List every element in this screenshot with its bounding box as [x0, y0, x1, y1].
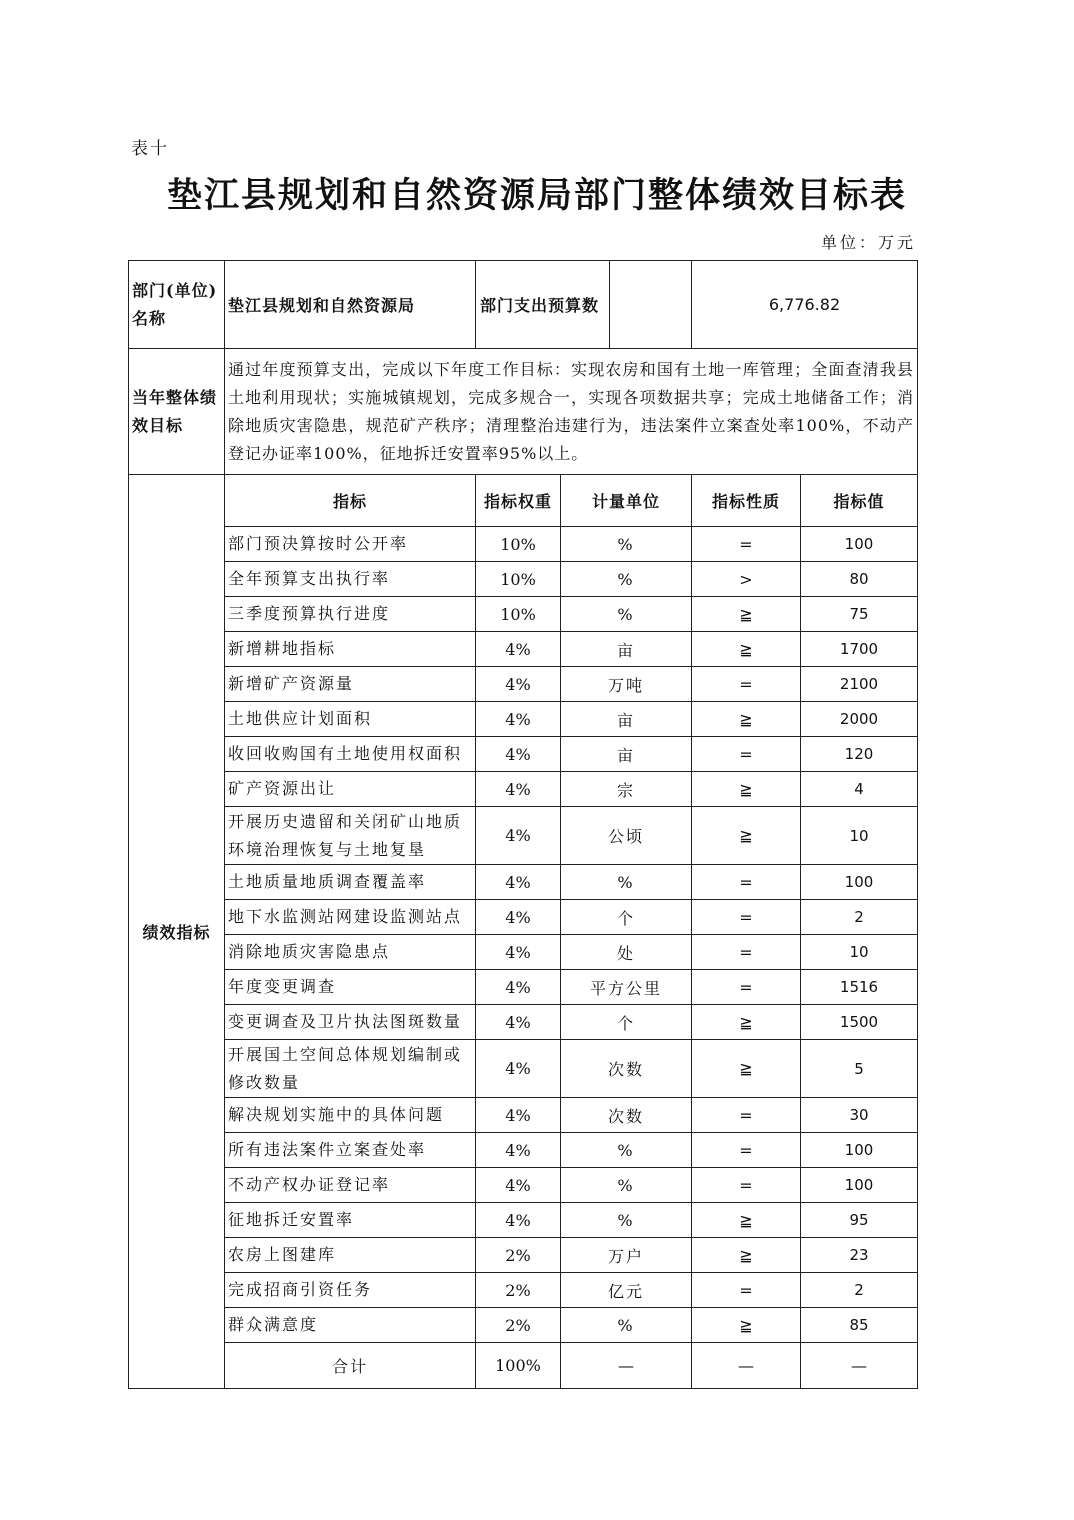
indicator-unit: % [561, 562, 692, 597]
indicator-name: 所有违法案件立案查处率 [225, 1133, 476, 1168]
budget-label: 部门支出预算数 [476, 261, 610, 348]
indicator-name: 部门预决算按时公开率 [225, 527, 476, 562]
indicator-row [129, 632, 918, 667]
indicator-row [129, 1040, 918, 1098]
indicator-name: 开展国土空间总体规划编制或修改数量 [225, 1040, 476, 1098]
indicator-row [129, 1168, 918, 1203]
indicator-name: 开展历史遗留和关闭矿山地质环境治理恢复与土地复垦 [225, 807, 476, 865]
indicator-unit: 公顷 [561, 807, 692, 865]
indicator-unit: 次数 [561, 1098, 692, 1133]
indicator-unit: 宗 [561, 772, 692, 807]
indicator-name: 土地供应计划面积 [225, 702, 476, 737]
indicator-weight: 2% [476, 1273, 561, 1308]
department-row [129, 261, 918, 349]
indicator-nature: = [692, 970, 801, 1005]
indicator-value: 100 [801, 1168, 918, 1203]
indicator-unit: 亩 [561, 702, 692, 737]
department-name-value: 垫江县规划和自然资源局 [225, 261, 476, 349]
indicator-nature: = [692, 527, 801, 562]
indicator-nature: ≧ [692, 1308, 801, 1343]
indicator-weight: 10% [476, 527, 561, 562]
indicator-name: 三季度预算执行进度 [225, 597, 476, 632]
indicator-nature: ≧ [692, 702, 801, 737]
indicator-weight: 4% [476, 1203, 561, 1238]
indicator-nature: ≧ [692, 772, 801, 807]
indicator-value: 100 [801, 865, 918, 900]
indicator-nature: ≧ [692, 1005, 801, 1040]
col-header-unit: 计量单位 [561, 475, 692, 527]
indicator-row [129, 1308, 918, 1343]
indicator-unit: 亩 [561, 632, 692, 667]
indicator-weight: 4% [476, 667, 561, 702]
indicator-row [129, 900, 918, 935]
indicator-unit: 个 [561, 1005, 692, 1040]
indicator-value: 1500 [801, 1005, 918, 1040]
indicator-name: 解决规划实施中的具体问题 [225, 1098, 476, 1133]
indicator-unit: % [561, 1203, 692, 1238]
indicator-value: 2 [801, 900, 918, 935]
indicator-nature: = [692, 1168, 801, 1203]
col-header-nature: 指标性质 [692, 475, 801, 527]
budget-label-cell [476, 261, 692, 349]
indicator-name: 群众满意度 [225, 1308, 476, 1343]
indicator-nature: ≧ [692, 632, 801, 667]
indicator-value: 120 [801, 737, 918, 772]
indicator-nature: > [692, 562, 801, 597]
indicator-weight: 4% [476, 1040, 561, 1098]
indicator-value: 5 [801, 1040, 918, 1098]
indicator-row [129, 935, 918, 970]
indicator-row [129, 865, 918, 900]
indicator-unit: % [561, 1133, 692, 1168]
indicator-nature: ≧ [692, 807, 801, 865]
indicator-nature: ≧ [692, 1040, 801, 1098]
indicator-weight: 4% [476, 900, 561, 935]
indicator-weight: 10% [476, 597, 561, 632]
indicator-weight: 4% [476, 1133, 561, 1168]
annual-target-text: 通过年度预算支出，完成以下年度工作目标：实现农房和国有土地一库管理；全面查清我县土地利用现状；实施城镇规划，完成多规合一，实现各项数据共享；完成土地储备工作；消除地质灾害隐患，规范矿产秩序；清理整治违建行为，违法案件立案查处率100%，不动产登记办证率100%，征地拆迁安置率95%以上。 [225, 349, 918, 475]
col-header-weight: 指标权重 [476, 475, 561, 527]
indicator-nature: ≧ [692, 1203, 801, 1238]
indicator-name: 消除地质灾害隐患点 [225, 935, 476, 970]
indicator-nature: = [692, 935, 801, 970]
indicator-value: 95 [801, 1203, 918, 1238]
indicator-name: 新增耕地指标 [225, 632, 476, 667]
indicator-unit: % [561, 1308, 692, 1343]
indicator-row [129, 702, 918, 737]
indicator-row [129, 737, 918, 772]
performance-indicators-label: 绩效指标 [129, 475, 225, 1389]
budget-value: 6,776.82 [692, 261, 918, 349]
indicator-value: 100 [801, 1133, 918, 1168]
total-value: — [801, 1343, 918, 1389]
indicator-row [129, 597, 918, 632]
indicator-unit: 次数 [561, 1040, 692, 1098]
indicator-row [129, 562, 918, 597]
indicator-name: 不动产权办证登记率 [225, 1168, 476, 1203]
indicator-row [129, 527, 918, 562]
indicator-name: 新增矿产资源量 [225, 667, 476, 702]
indicator-name: 变更调查及卫片执法图斑数量 [225, 1005, 476, 1040]
indicator-row [129, 970, 918, 1005]
total-unit: — [561, 1343, 692, 1389]
indicator-name: 地下水监测站网建设监测站点 [225, 900, 476, 935]
indicator-row [129, 667, 918, 702]
indicator-weight: 4% [476, 865, 561, 900]
indicator-unit: % [561, 597, 692, 632]
col-header-value: 指标值 [801, 475, 918, 527]
indicator-weight: 4% [476, 970, 561, 1005]
indicator-value: 85 [801, 1308, 918, 1343]
indicator-row [129, 1238, 918, 1273]
annual-target-label: 当年整体绩效目标 [129, 349, 225, 475]
indicator-unit: % [561, 1168, 692, 1203]
annual-target-row [129, 349, 918, 475]
indicator-header-row [129, 475, 918, 527]
indicator-row [129, 1098, 918, 1133]
indicator-value: 2100 [801, 667, 918, 702]
indicator-value: 75 [801, 597, 918, 632]
indicator-nature: = [692, 1133, 801, 1168]
indicator-name: 征地拆迁安置率 [225, 1203, 476, 1238]
indicator-nature: = [692, 1098, 801, 1133]
indicator-unit: % [561, 865, 692, 900]
performance-target-table [128, 260, 918, 1389]
indicator-weight: 4% [476, 702, 561, 737]
document-title: 垫江县规划和自然资源局部门整体绩效目标表 [166, 175, 907, 216]
indicator-value: 10 [801, 935, 918, 970]
indicator-row [129, 1273, 918, 1308]
indicator-unit: 万吨 [561, 667, 692, 702]
indicator-value: 100 [801, 527, 918, 562]
indicator-weight: 4% [476, 772, 561, 807]
indicator-weight: 4% [476, 935, 561, 970]
indicator-value: 1516 [801, 970, 918, 1005]
total-nature: — [692, 1343, 801, 1389]
indicator-name: 完成招商引资任务 [225, 1273, 476, 1308]
indicator-nature: = [692, 900, 801, 935]
indicator-row [129, 1133, 918, 1168]
indicator-value: 4 [801, 772, 918, 807]
indicator-nature: = [692, 865, 801, 900]
department-name-label: 部门(单位)名称 [129, 261, 225, 349]
indicator-name: 农房上图建库 [225, 1238, 476, 1273]
indicator-row [129, 772, 918, 807]
indicator-unit: 亩 [561, 737, 692, 772]
indicator-row [129, 807, 918, 865]
indicator-nature: = [692, 667, 801, 702]
indicator-value: 80 [801, 562, 918, 597]
indicator-row [129, 1203, 918, 1238]
indicator-nature: ≧ [692, 1238, 801, 1273]
indicator-value: 1700 [801, 632, 918, 667]
indicator-name: 年度变更调查 [225, 970, 476, 1005]
indicator-weight: 4% [476, 807, 561, 865]
indicator-nature: = [692, 1273, 801, 1308]
indicator-value: 2000 [801, 702, 918, 737]
indicator-row [129, 1005, 918, 1040]
indicator-unit: 万户 [561, 1238, 692, 1273]
indicator-weight: 4% [476, 1098, 561, 1133]
indicator-unit: 亿元 [561, 1273, 692, 1308]
indicator-nature: = [692, 737, 801, 772]
indicator-weight: 2% [476, 1308, 561, 1343]
total-weight: 100% [476, 1343, 561, 1389]
indicator-value: 2 [801, 1273, 918, 1308]
col-header-indicator: 指标 [225, 475, 476, 527]
indicator-unit: 平方公里 [561, 970, 692, 1005]
indicator-unit: 处 [561, 935, 692, 970]
indicator-weight: 4% [476, 737, 561, 772]
unit-label: 单位：万元 [820, 233, 916, 252]
indicator-unit: % [561, 527, 692, 562]
indicator-weight: 4% [476, 1168, 561, 1203]
total-label: 合计 [225, 1343, 476, 1389]
indicator-value: 30 [801, 1098, 918, 1133]
indicator-value: 10 [801, 807, 918, 865]
indicator-name: 土地质量地质调查覆盖率 [225, 865, 476, 900]
indicator-name: 收回收购国有土地使用权面积 [225, 737, 476, 772]
indicator-weight: 10% [476, 562, 561, 597]
total-row [129, 1343, 918, 1389]
indicator-weight: 4% [476, 1005, 561, 1040]
indicator-unit: 个 [561, 900, 692, 935]
indicator-value: 23 [801, 1238, 918, 1273]
indicator-weight: 2% [476, 1238, 561, 1273]
indicator-name: 全年预算支出执行率 [225, 562, 476, 597]
table-number-label: 表十 [131, 139, 169, 159]
indicator-nature: ≧ [692, 597, 801, 632]
indicator-weight: 4% [476, 632, 561, 667]
indicator-name: 矿产资源出让 [225, 772, 476, 807]
